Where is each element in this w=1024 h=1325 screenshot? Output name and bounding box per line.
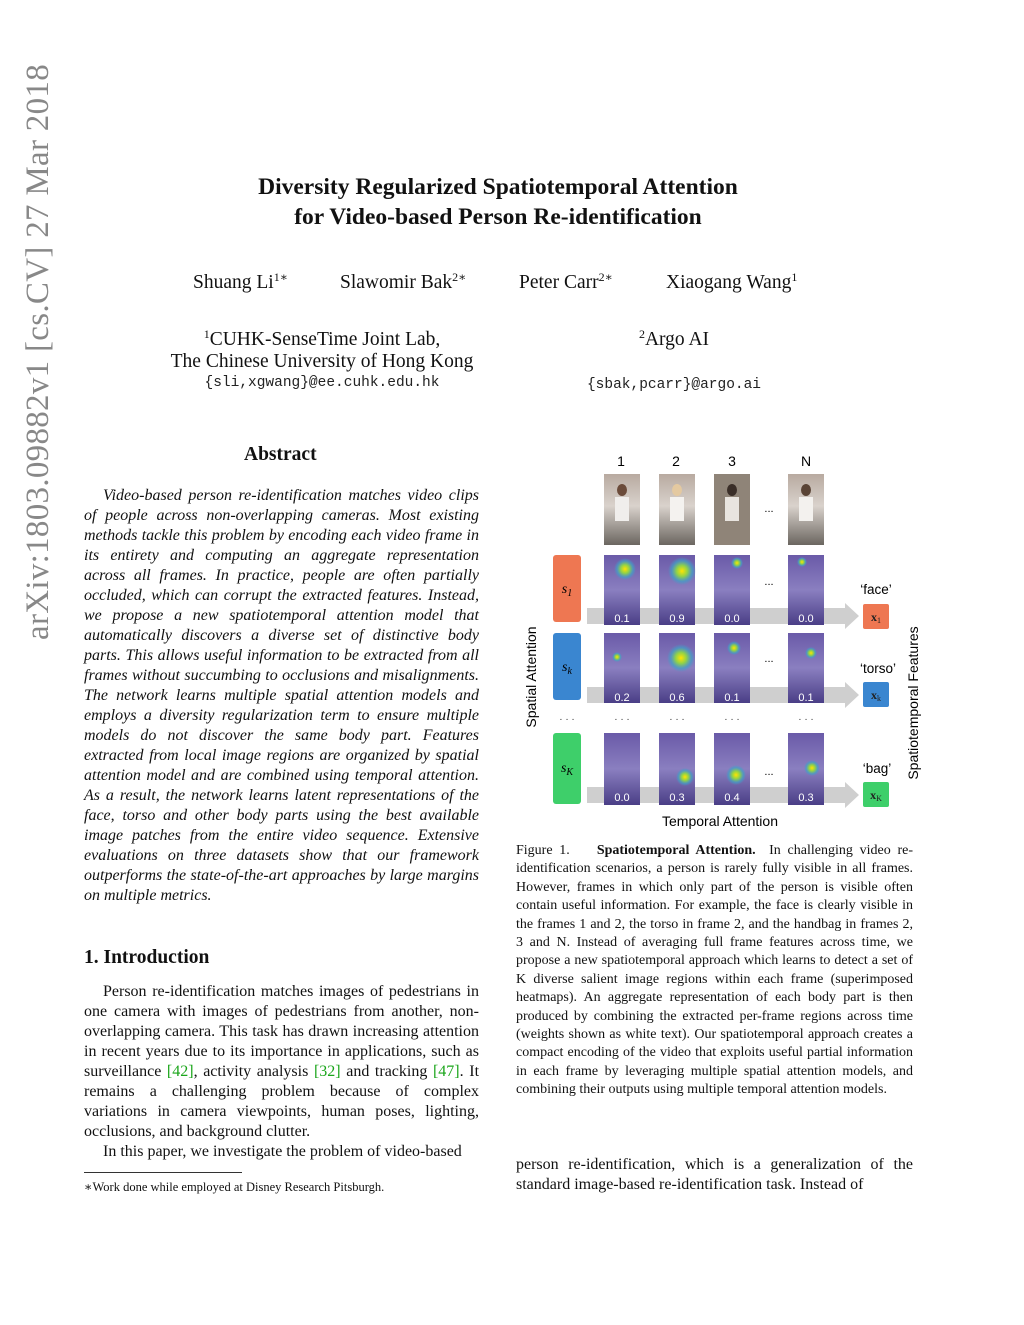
frame-label-2: 2 (672, 453, 680, 469)
heatmap-row-K (604, 733, 824, 805)
right-column-text: person re-identification, which is a generalization of the standard image-based re-identification task. Instead of (516, 1156, 913, 1193)
svg-text:sK: $s_K$ (560, 761, 574, 778)
heatmap-row-k (604, 633, 824, 703)
arxiv-identifier: arXiv:1803.09882v1 [cs.CV] 27 Mar 2018 (20, 64, 56, 640)
input-frames (604, 474, 824, 545)
temporal-attention-label: Temporal Attention (662, 813, 778, 829)
paper-title-line2: for Video-based Person Re-identification (294, 204, 702, 230)
weight-rk-fN: 0.1 (798, 692, 814, 704)
weight-rK-f2: 0.3 (669, 792, 685, 804)
svg-text:xK: xK (870, 788, 882, 803)
weight-rK-f1: 0.0 (614, 792, 630, 804)
author-3: Peter Carr$^{2∗}$ (519, 270, 613, 293)
svg-text:...: ... (764, 503, 774, 515)
footnote-rule (84, 1172, 242, 1173)
svg-text:...: ... (764, 766, 774, 778)
svg-text:x1: x1 (871, 610, 881, 625)
frame-label-3: 3 (728, 453, 736, 469)
figure-1-caption: Figure 1. Spatiotemporal Attention. In challenging video re-identification scenarios, a person is rarely fully visible in all frames. However, frames in which only part of the person is visible often contain useful information. For example, the face is clearly visible in the frames 1 and 2, the torso in frame 2, and the handbag in frames 2, 3 and N. Instead of averaging full frame features across time, we propose a new spatiotemporal approach which learns to detect a set of K diverse salient image regions within each frame (superimposed heatmaps). An aggregate representation of each body part is then produced by combining the extracted per-frame regions across time (weights shown as white text). Our spatiotemporal approach creates a compact encoding of the video that exploits useful partial information in each frame by leveraging multiple spatial attention models, and combining their outputs using multiple temporal attention models. (516, 843, 913, 1098)
frame-label-N: N (800, 453, 812, 469)
weight-r1-fN: 0.0 (798, 613, 814, 625)
spatiotemporal-features-label: Spatiotemporal Features (905, 626, 921, 780)
abstract-text: Video-based person re-identification matches video clips of people across non-overlapping cameras. Most existing methods tackle this problem by encoding each video frame in its entirety and computing an aggregate representation across all frames. In practice, people are often partially occluded, which can corrupt the extracted features. Instead, we propose a new spatiotemporal attention model that automatically discovers a diverse set of distinctive body parts. This allows useful information to be extracted from all frames without succumbing to occlusions and misalignments. The network learns multiple spatial attention models and employs a diversity regularization term to ensure multiple models do not discover the same body part. Features extracted from local image regions are organized by spatial attention model and are combined using temporal attention. As a result, the network learns latent representations of the face, torso and other body parts using the best available image patches from the entire video sequence. Extensive evaluations on three datasets show that our framework outperforms the state-of-the-art approaches by large margins on multiple metrics. (84, 487, 479, 904)
weight-r1-f3: 0.0 (724, 613, 740, 625)
svg-text:xk: xk (871, 688, 881, 703)
weight-rK-fN: 0.3 (798, 792, 814, 804)
row-ellipsis (559, 714, 814, 725)
author-2: Slawomir Bak$^{2∗}$ (340, 270, 467, 293)
part-label-bag: ‘bag’ (862, 761, 892, 776)
abstract-heading: Abstract (244, 444, 317, 465)
author-1: Shuang $Li^{1∗}$ (193, 270, 288, 293)
affiliation-2: $^2$Argo AI {sbak,pcarr}@argo.ai (520, 327, 828, 393)
figure-1 (515, 445, 925, 835)
svg-text:...: ... (764, 576, 774, 588)
svg-text:· · ·: · · · (798, 714, 814, 725)
svg-text:· · ·: · · · (614, 714, 630, 725)
citation-32[interactable]: [32] (313, 1063, 341, 1080)
weight-rk-f1: 0.2 (614, 692, 630, 704)
heatmap-row-1 (604, 555, 824, 625)
svg-text:...: ... (764, 653, 774, 665)
part-label-face: ‘face’ (860, 582, 892, 597)
weight-rK-f3: 0.4 (724, 792, 740, 804)
svg-text:s1: $s_1$ (561, 582, 573, 599)
author-4: Xiaogang Wang$^1$ (666, 270, 798, 293)
email-2: {sbak,pcarr}@argo.ai (586, 377, 762, 393)
paper-title-line1: Diversity Regularized Spatiotemporal Attention (258, 174, 738, 200)
weight-rk-f3: 0.1 (724, 692, 740, 704)
spatial-attention-label: Spatial Attention (523, 626, 539, 728)
svg-text:sk: $s_k$ (562, 660, 572, 677)
part-label-torso: ‘torso’ (859, 661, 897, 676)
citation-47[interactable]: [47] (432, 1063, 460, 1080)
weight-rk-f2: 0.6 (669, 692, 685, 704)
email-1: {sli,xgwang}@ee.cuhk.edu.hk (204, 375, 440, 391)
weight-r1-f1: 0.1 (614, 613, 630, 625)
svg-text:· · ·: · · · (559, 714, 575, 725)
frame-label-1: 1 (617, 453, 625, 469)
svg-text:· · ·: · · · (724, 714, 740, 725)
weight-r1-f2: 0.9 (669, 613, 685, 625)
svg-text:· · ·: · · · (669, 714, 685, 725)
intro-heading: 1. Introduction (84, 947, 210, 968)
intro-text: Person re-identification matches images of pedestrians in one camera with images of pedestrians from another, non-overlapping camera. This task has drawn increasing attention in recent years due to its importance in applications, such as surveillance [42], activity analysis [32] and tracking [47]. It remains a challenging problem because of complex variations in camera viewpoints, human poses, lighting, occlusions, and background clutter. In this paper, we investigate the problem of video-based (84, 983, 480, 1160)
affiliation-1: $^1$CUHK-SenseTime Joint Lab, The Chinese University of Hong Kong {sli,xgwang}@ee.cuhk.edu.hk (150, 327, 494, 391)
footnote: ∗Work done while employed at Disney Research Pitsburgh. (84, 1180, 385, 1194)
citation-42[interactable]: [42] (166, 1063, 194, 1080)
